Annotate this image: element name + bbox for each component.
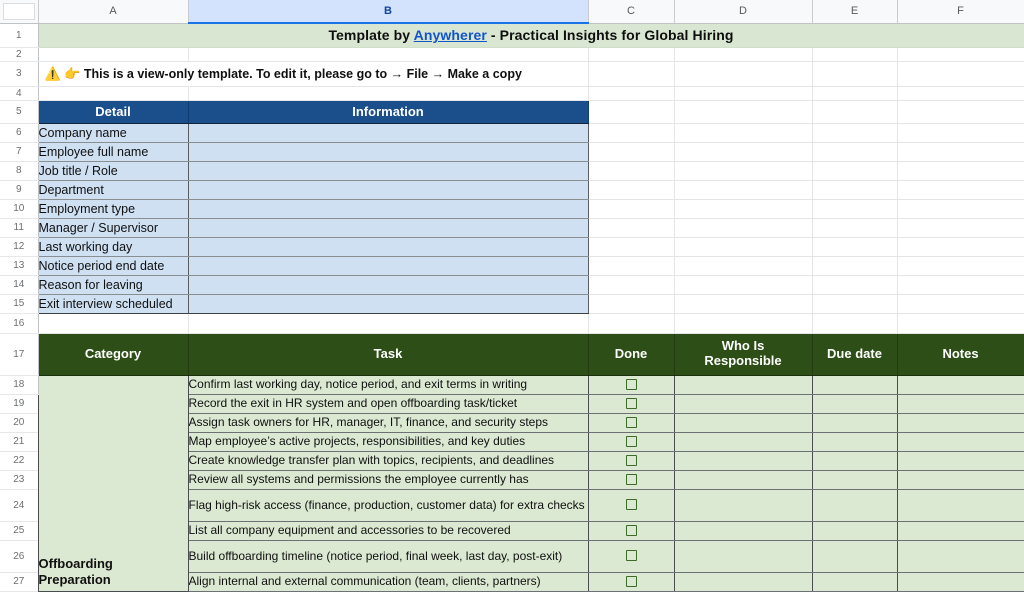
task-who-responsible[interactable] <box>674 413 812 432</box>
cell-f[interactable] <box>897 275 1024 294</box>
cell-d4[interactable] <box>674 86 812 100</box>
detail-row <box>0 180 1024 199</box>
done-checkbox[interactable] <box>626 455 637 466</box>
detail-row <box>0 199 1024 218</box>
detail-value[interactable] <box>188 275 588 294</box>
detail-label[interactable]: Last working day <box>38 237 188 256</box>
task-header-task: Task <box>188 333 588 375</box>
row-number-12[interactable]: 12 <box>0 237 38 256</box>
task-description[interactable]: Flag high-risk access (finance, production, customer data) for extra checks <box>188 489 588 521</box>
row-number-25[interactable]: 25 <box>0 521 38 540</box>
row-number-13[interactable]: 13 <box>0 256 38 275</box>
cell-d[interactable] <box>674 199 812 218</box>
task-notes[interactable] <box>897 470 1024 489</box>
detail-value[interactable] <box>188 199 588 218</box>
row-5 <box>0 100 1024 123</box>
row-number-5[interactable]: 5 <box>0 100 38 123</box>
cell-c[interactable] <box>588 199 674 218</box>
task-notes[interactable] <box>897 540 1024 572</box>
cell-c[interactable] <box>588 123 674 142</box>
task-notes[interactable] <box>897 572 1024 591</box>
task-description[interactable]: Assign task owners for HR, manager, IT, finance, and security steps <box>188 413 588 432</box>
task-done-cell[interactable] <box>588 413 674 432</box>
task-description[interactable]: Create knowledge transfer plan with topics, recipients, and deadlines <box>188 451 588 470</box>
task-description[interactable]: Align internal and external communication (team, clients, partners) <box>188 572 588 591</box>
detail-label[interactable]: Job title / Role <box>38 161 188 180</box>
anywherer-link[interactable]: Anywherer <box>413 27 487 44</box>
task-header-notes: Notes <box>897 333 1024 375</box>
row-number-24[interactable]: 24 <box>0 489 38 521</box>
row-number-23[interactable]: 23 <box>0 470 38 489</box>
detail-row <box>0 218 1024 237</box>
select-all-corner[interactable] <box>0 0 38 23</box>
task-description[interactable]: Review all systems and permissions the employee currently has <box>188 470 588 489</box>
cell-d[interactable] <box>674 218 812 237</box>
detail-value[interactable] <box>188 294 588 313</box>
row-number-2[interactable]: 2 <box>0 47 38 61</box>
task-notes[interactable] <box>897 432 1024 451</box>
cell-f2[interactable] <box>897 47 1024 61</box>
template-title-cell[interactable] <box>38 23 1024 47</box>
task-notes[interactable] <box>897 489 1024 521</box>
title-prefix: Template by <box>328 27 414 44</box>
row-number-9[interactable]: 9 <box>0 180 38 199</box>
detail-value[interactable] <box>188 180 588 199</box>
task-done-cell[interactable] <box>588 521 674 540</box>
task-header-done: Done <box>588 333 674 375</box>
cell-f3[interactable] <box>897 61 1024 86</box>
column-header-row <box>0 0 1024 23</box>
detail-value[interactable] <box>188 142 588 161</box>
cell-f[interactable] <box>897 199 1024 218</box>
cell-e[interactable] <box>812 218 897 237</box>
cell-b16[interactable] <box>188 313 588 333</box>
column-header-b[interactable]: B <box>188 0 588 23</box>
row-number-20[interactable]: 20 <box>0 413 38 432</box>
cell-c[interactable] <box>588 275 674 294</box>
detail-rows-body <box>0 123 1024 313</box>
task-who-responsible[interactable] <box>674 489 812 521</box>
row-number-6[interactable]: 6 <box>0 123 38 142</box>
cell-f[interactable] <box>897 237 1024 256</box>
column-header-e[interactable]: E <box>812 0 897 23</box>
row-number-21[interactable]: 21 <box>0 432 38 451</box>
detail-label[interactable]: Department <box>38 180 188 199</box>
who-responsible-line2: Responsible <box>704 353 782 368</box>
view-only-notice-cell[interactable] <box>38 61 588 86</box>
cell-c5[interactable] <box>588 100 674 123</box>
cell-f[interactable] <box>897 142 1024 161</box>
done-checkbox[interactable] <box>626 398 637 409</box>
cell-e4[interactable] <box>812 86 897 100</box>
row-number-22[interactable]: 22 <box>0 451 38 470</box>
row-number-18[interactable]: 18 <box>0 375 38 394</box>
task-notes[interactable] <box>897 413 1024 432</box>
row-number-8[interactable]: 8 <box>0 161 38 180</box>
task-done-cell[interactable] <box>588 432 674 451</box>
detail-row <box>0 142 1024 161</box>
done-checkbox[interactable] <box>626 576 637 587</box>
task-due-date[interactable] <box>812 413 897 432</box>
cell-b2[interactable] <box>188 47 588 61</box>
cell-d16[interactable] <box>674 313 812 333</box>
cell-c[interactable] <box>588 294 674 313</box>
task-due-date[interactable] <box>812 489 897 521</box>
view-only-notice-text: This is a view-only template. To edit it, please go to → File → Make a copy <box>83 66 522 81</box>
cell-c3[interactable] <box>588 61 674 86</box>
detail-row <box>0 161 1024 180</box>
row-number-3[interactable]: 3 <box>0 61 38 86</box>
cell-d[interactable] <box>674 161 812 180</box>
cell-d[interactable] <box>674 142 812 161</box>
row-16 <box>0 313 1024 333</box>
task-due-date[interactable] <box>812 451 897 470</box>
task-description[interactable]: Build offboarding timeline (notice period, final week, last day, post-exit) <box>188 540 588 572</box>
task-who-responsible[interactable] <box>674 470 812 489</box>
cell-e[interactable] <box>812 256 897 275</box>
row-3 <box>0 61 1024 86</box>
detail-label[interactable]: Manager / Supervisor <box>38 218 188 237</box>
title-suffix: - Practical Insights for Global Hiring <box>486 27 734 44</box>
cell-d[interactable] <box>674 123 812 142</box>
task-category-cell[interactable] <box>38 375 188 591</box>
cell-f5[interactable] <box>897 100 1024 123</box>
cell-d[interactable] <box>674 180 812 199</box>
cell-e5[interactable] <box>812 100 897 123</box>
row-number-19[interactable]: 19 <box>0 394 38 413</box>
task-description[interactable]: Map employee’s active projects, responsibilities, and key duties <box>188 432 588 451</box>
row-number-16[interactable]: 16 <box>0 313 38 333</box>
row-1 <box>0 23 1024 47</box>
detail-value[interactable] <box>188 237 588 256</box>
row-number-1[interactable]: 1 <box>0 23 38 47</box>
cell-e[interactable] <box>812 237 897 256</box>
done-checkbox[interactable] <box>626 379 637 390</box>
detail-value[interactable] <box>188 161 588 180</box>
cell-a2[interactable] <box>38 47 188 61</box>
task-done-cell[interactable] <box>588 470 674 489</box>
page-title <box>39 27 1024 43</box>
task-done-cell[interactable] <box>588 451 674 470</box>
task-who-responsible[interactable] <box>674 451 812 470</box>
who-responsible-line1: Who Is <box>721 338 765 354</box>
task-header-category: Category <box>38 333 188 375</box>
row-number-15[interactable]: 15 <box>0 294 38 313</box>
task-who-responsible[interactable] <box>674 432 812 451</box>
done-checkbox[interactable] <box>626 499 637 510</box>
cell-e[interactable] <box>812 294 897 313</box>
cell-c[interactable] <box>588 161 674 180</box>
detail-value[interactable] <box>188 218 588 237</box>
task-who-responsible[interactable] <box>674 540 812 572</box>
task-description[interactable]: Confirm last working day, notice period, and exit terms in writing <box>188 375 588 394</box>
row-number-11[interactable]: 11 <box>0 218 38 237</box>
task-due-date[interactable] <box>812 470 897 489</box>
column-header-c[interactable]: C <box>588 0 674 23</box>
task-due-date[interactable] <box>812 521 897 540</box>
cell-d3[interactable] <box>674 61 812 86</box>
cell-b4[interactable] <box>188 86 588 100</box>
detail-label[interactable]: Employee full name <box>38 142 188 161</box>
done-checkbox[interactable] <box>626 525 637 536</box>
task-due-date[interactable] <box>812 572 897 591</box>
detail-header-detail: Detail <box>38 100 188 123</box>
cell-c[interactable] <box>588 142 674 161</box>
task-description[interactable]: Record the exit in HR system and open offboarding task/ticket <box>188 394 588 413</box>
cell-f[interactable] <box>897 180 1024 199</box>
warning-triangle-icon: ⚠️ <box>44 65 61 81</box>
cell-a16[interactable] <box>38 313 188 333</box>
cell-d[interactable] <box>674 256 812 275</box>
column-header-d[interactable]: D <box>674 0 812 23</box>
view-only-notice <box>39 66 588 82</box>
column-header-f[interactable]: F <box>897 0 1024 23</box>
task-who-responsible[interactable] <box>674 521 812 540</box>
row-number-4[interactable]: 4 <box>0 86 38 100</box>
cell-e[interactable] <box>812 180 897 199</box>
cell-d2[interactable] <box>674 47 812 61</box>
done-checkbox[interactable] <box>626 550 637 561</box>
cell-c16[interactable] <box>588 313 674 333</box>
detail-row <box>0 275 1024 294</box>
task-who-responsible[interactable] <box>674 572 812 591</box>
cell-c[interactable] <box>588 180 674 199</box>
task-done-cell[interactable] <box>588 489 674 521</box>
detail-value[interactable] <box>188 256 588 275</box>
cell-e3[interactable] <box>812 61 897 86</box>
cell-e[interactable] <box>812 142 897 161</box>
row-number-14[interactable]: 14 <box>0 275 38 294</box>
task-notes[interactable] <box>897 451 1024 470</box>
cell-c4[interactable] <box>588 86 674 100</box>
category-line1: Offboarding <box>38 556 113 571</box>
task-notes[interactable] <box>897 375 1024 394</box>
task-who-responsible[interactable] <box>674 394 812 413</box>
task-description[interactable]: List all company equipment and accessories to be recovered <box>188 521 588 540</box>
cell-d[interactable] <box>674 237 812 256</box>
cell-f[interactable] <box>897 161 1024 180</box>
detail-header-information: Information <box>188 100 588 123</box>
cell-c[interactable] <box>588 218 674 237</box>
cell-e[interactable] <box>812 161 897 180</box>
cell-e[interactable] <box>812 123 897 142</box>
cell-f16[interactable] <box>897 313 1024 333</box>
cell-f4[interactable] <box>897 86 1024 100</box>
cell-e[interactable] <box>812 275 897 294</box>
row-17 <box>0 333 1024 375</box>
task-done-cell[interactable] <box>588 540 674 572</box>
category-line2: Preparation <box>38 572 111 588</box>
row-number-7[interactable]: 7 <box>0 142 38 161</box>
detail-row <box>0 237 1024 256</box>
cell-e16[interactable] <box>812 313 897 333</box>
task-rows-body <box>0 375 1024 591</box>
detail-label[interactable]: Reason for leaving <box>38 275 188 294</box>
done-checkbox[interactable] <box>626 436 637 447</box>
task-row <box>0 375 1024 394</box>
detail-label[interactable]: Company name <box>38 123 188 142</box>
task-header-who-responsible <box>674 333 812 375</box>
task-notes[interactable] <box>897 521 1024 540</box>
column-header-a[interactable]: A <box>38 0 188 23</box>
row-number-10[interactable]: 10 <box>0 199 38 218</box>
task-done-cell[interactable] <box>588 572 674 591</box>
cell-f[interactable] <box>897 218 1024 237</box>
row-number-27[interactable]: 27 <box>0 572 38 591</box>
row-2 <box>0 47 1024 61</box>
cell-e[interactable] <box>812 199 897 218</box>
task-due-date[interactable] <box>812 394 897 413</box>
detail-label[interactable]: Exit interview scheduled <box>38 294 188 313</box>
detail-label[interactable]: Notice period end date <box>38 256 188 275</box>
cell-c[interactable] <box>588 237 674 256</box>
task-due-date[interactable] <box>812 375 897 394</box>
cell-d5[interactable] <box>674 100 812 123</box>
cell-e2[interactable] <box>812 47 897 61</box>
cell-f[interactable] <box>897 294 1024 313</box>
cell-c[interactable] <box>588 256 674 275</box>
row-number-26[interactable]: 26 <box>0 540 38 572</box>
pointing-hand-icon: 👉 <box>64 65 81 81</box>
task-done-cell[interactable] <box>588 394 674 413</box>
cell-c2[interactable] <box>588 47 674 61</box>
detail-label[interactable]: Employment type <box>38 199 188 218</box>
cell-f[interactable] <box>897 123 1024 142</box>
task-done-cell[interactable] <box>588 375 674 394</box>
done-checkbox[interactable] <box>626 474 637 485</box>
task-notes[interactable] <box>897 394 1024 413</box>
cell-d[interactable] <box>674 275 812 294</box>
task-due-date[interactable] <box>812 540 897 572</box>
done-checkbox[interactable] <box>626 417 637 428</box>
task-due-date[interactable] <box>812 432 897 451</box>
cell-a4[interactable] <box>38 86 188 100</box>
row-number-17[interactable]: 17 <box>0 333 38 375</box>
cell-d[interactable] <box>674 294 812 313</box>
detail-row <box>0 123 1024 142</box>
cell-f[interactable] <box>897 256 1024 275</box>
task-header-due-date: Due date <box>812 333 897 375</box>
row-4 <box>0 86 1024 100</box>
detail-value[interactable] <box>188 123 588 142</box>
task-category-label <box>39 556 188 591</box>
task-who-responsible[interactable] <box>674 375 812 394</box>
detail-row <box>0 256 1024 275</box>
detail-row <box>0 294 1024 313</box>
